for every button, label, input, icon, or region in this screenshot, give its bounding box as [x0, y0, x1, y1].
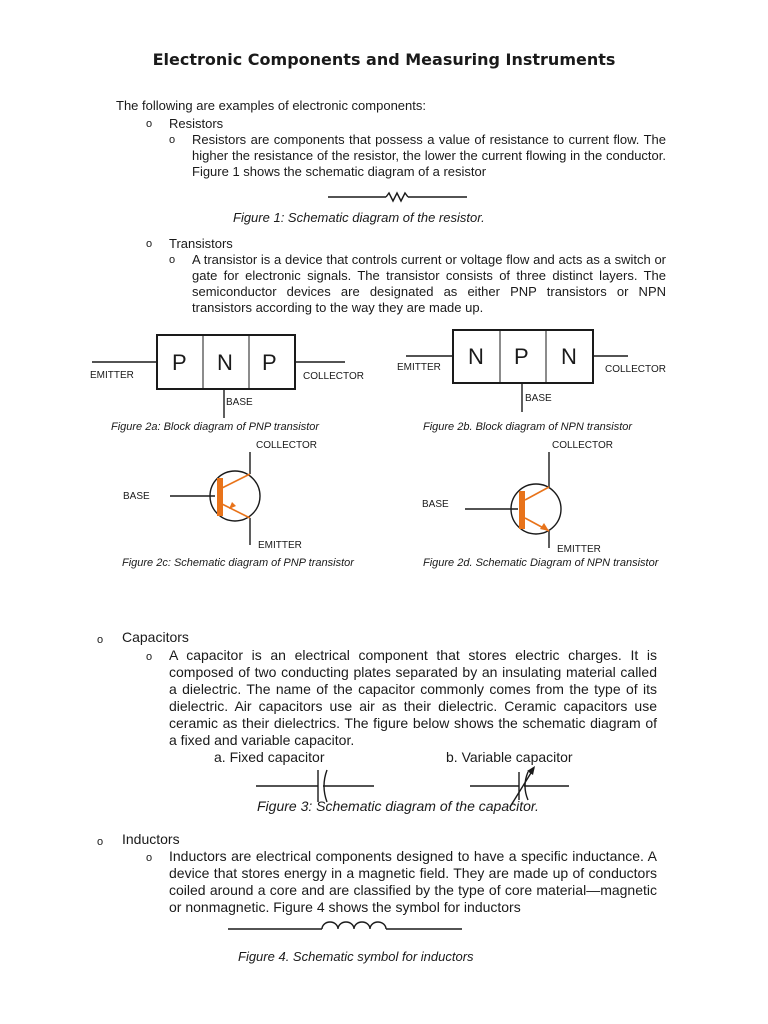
pnp-schematic-symbol [170, 452, 260, 545]
npn-layer-1: N [468, 344, 484, 369]
figure-3-caption: Figure 3: Schematic diagram of the capacitor. [257, 798, 539, 814]
npn-layer-3: N [561, 344, 577, 369]
bullet-capacitors: o [97, 634, 104, 646]
inductors-heading: Inductors [122, 831, 180, 847]
npn-block-base-label: BASE [525, 393, 552, 404]
npn-schematic-symbol [465, 452, 561, 548]
variable-capacitor-label: b. Variable capacitor [446, 749, 573, 765]
pnp-block-collector-label: COLLECTOR [303, 371, 364, 382]
npn-block-emitter-label: EMITTER [397, 362, 441, 373]
transistors-heading: Transistors [169, 236, 233, 251]
pnp-schematic-emitter-label: EMITTER [258, 540, 302, 551]
variable-capacitor-symbol [470, 766, 569, 807]
figure-2b-caption: Figure 2b. Block diagram of NPN transistor [423, 421, 633, 433]
capacitors-body: A capacitor is an electrical component that stores electric charges. It is composed of two conducting plates separated by an insulating material called a dielectric. The name of the capacitor commonly comes from the type of its dielectric. Air capacitors use air as their dielectric. Ceramic capacitors use ceramic as their dielectrics. The figure below shows the schematic diagram of a fixed and variable capacitor. [169, 647, 657, 748]
bullet-inductors-body: o [146, 852, 153, 864]
resistors-body: Resistors are components that possess a value of resistance to current flow. The higher the resistance of the resistor, the lower the current flowing in the conductor. Figure 1 shows the schematic diagram of a resistor [192, 132, 666, 179]
bullet-inductors: o [97, 836, 104, 848]
figure-1-caption: Figure 1: Schematic diagram of the resistor. [233, 210, 485, 225]
transistors-body: A transistor is a device that controls current or voltage flow and acts as a switch or gate for electronic signals. The transistor consists of three distinct layers. The semiconductor devices are designated as either PNP transistors or NPN transistors according to the way they are made up. [192, 252, 666, 315]
bullet-transistors: o [146, 238, 153, 250]
fixed-capacitor-symbol [256, 770, 374, 802]
bullet-capacitors-body: o [146, 651, 153, 663]
inductor-symbol [228, 922, 462, 929]
pnp-schematic-collector-label: COLLECTOR [256, 440, 317, 451]
pnp-layer-3: P [262, 350, 277, 375]
npn-block-diagram [406, 330, 628, 412]
npn-layer-2: P [514, 344, 529, 369]
bullet-resistors-body: o [169, 134, 176, 146]
capacitors-heading: Capacitors [122, 629, 189, 645]
pnp-block-diagram [92, 335, 345, 418]
figure-4-caption: Figure 4. Schematic symbol for inductors [238, 949, 474, 964]
pnp-layer-1: P [172, 350, 187, 375]
pnp-block-emitter-label: EMITTER [90, 370, 134, 381]
figure-2d-caption: Figure 2d. Schematic Diagram of NPN transistor [423, 557, 659, 569]
page-title: Electronic Components and Measuring Instruments [152, 50, 616, 69]
figure-2a-caption: Figure 2a: Block diagram of PNP transistor [111, 421, 320, 433]
resistors-heading: Resistors [169, 116, 224, 131]
fixed-capacitor-label: a. Fixed capacitor [214, 749, 325, 765]
pnp-block-base-label: BASE [226, 397, 253, 408]
npn-schematic-base-label: BASE [422, 499, 449, 510]
npn-schematic-collector-label: COLLECTOR [552, 440, 613, 451]
figure-2c-caption: Figure 2c: Schematic diagram of PNP transistor [122, 557, 354, 569]
npn-schematic-emitter-label: EMITTER [557, 544, 601, 555]
bullet-resistors: o [146, 118, 153, 130]
intro-text: The following are examples of electronic components: [116, 98, 426, 113]
pnp-layer-2: N [217, 350, 233, 375]
resistor-symbol [328, 193, 467, 201]
bullet-transistors-body: o [169, 254, 176, 266]
npn-block-collector-label: COLLECTOR [605, 364, 666, 375]
pnp-schematic-base-label: BASE [123, 491, 150, 502]
inductors-body: Inductors are electrical components designed to have a specific inductance. A device that stores energy in a magnetic field. They are made up of conductors coiled around a core and are classified by the type of core material—magnetic or nonmagnetic. Figure 4 shows the symbol for inductors [169, 848, 657, 915]
